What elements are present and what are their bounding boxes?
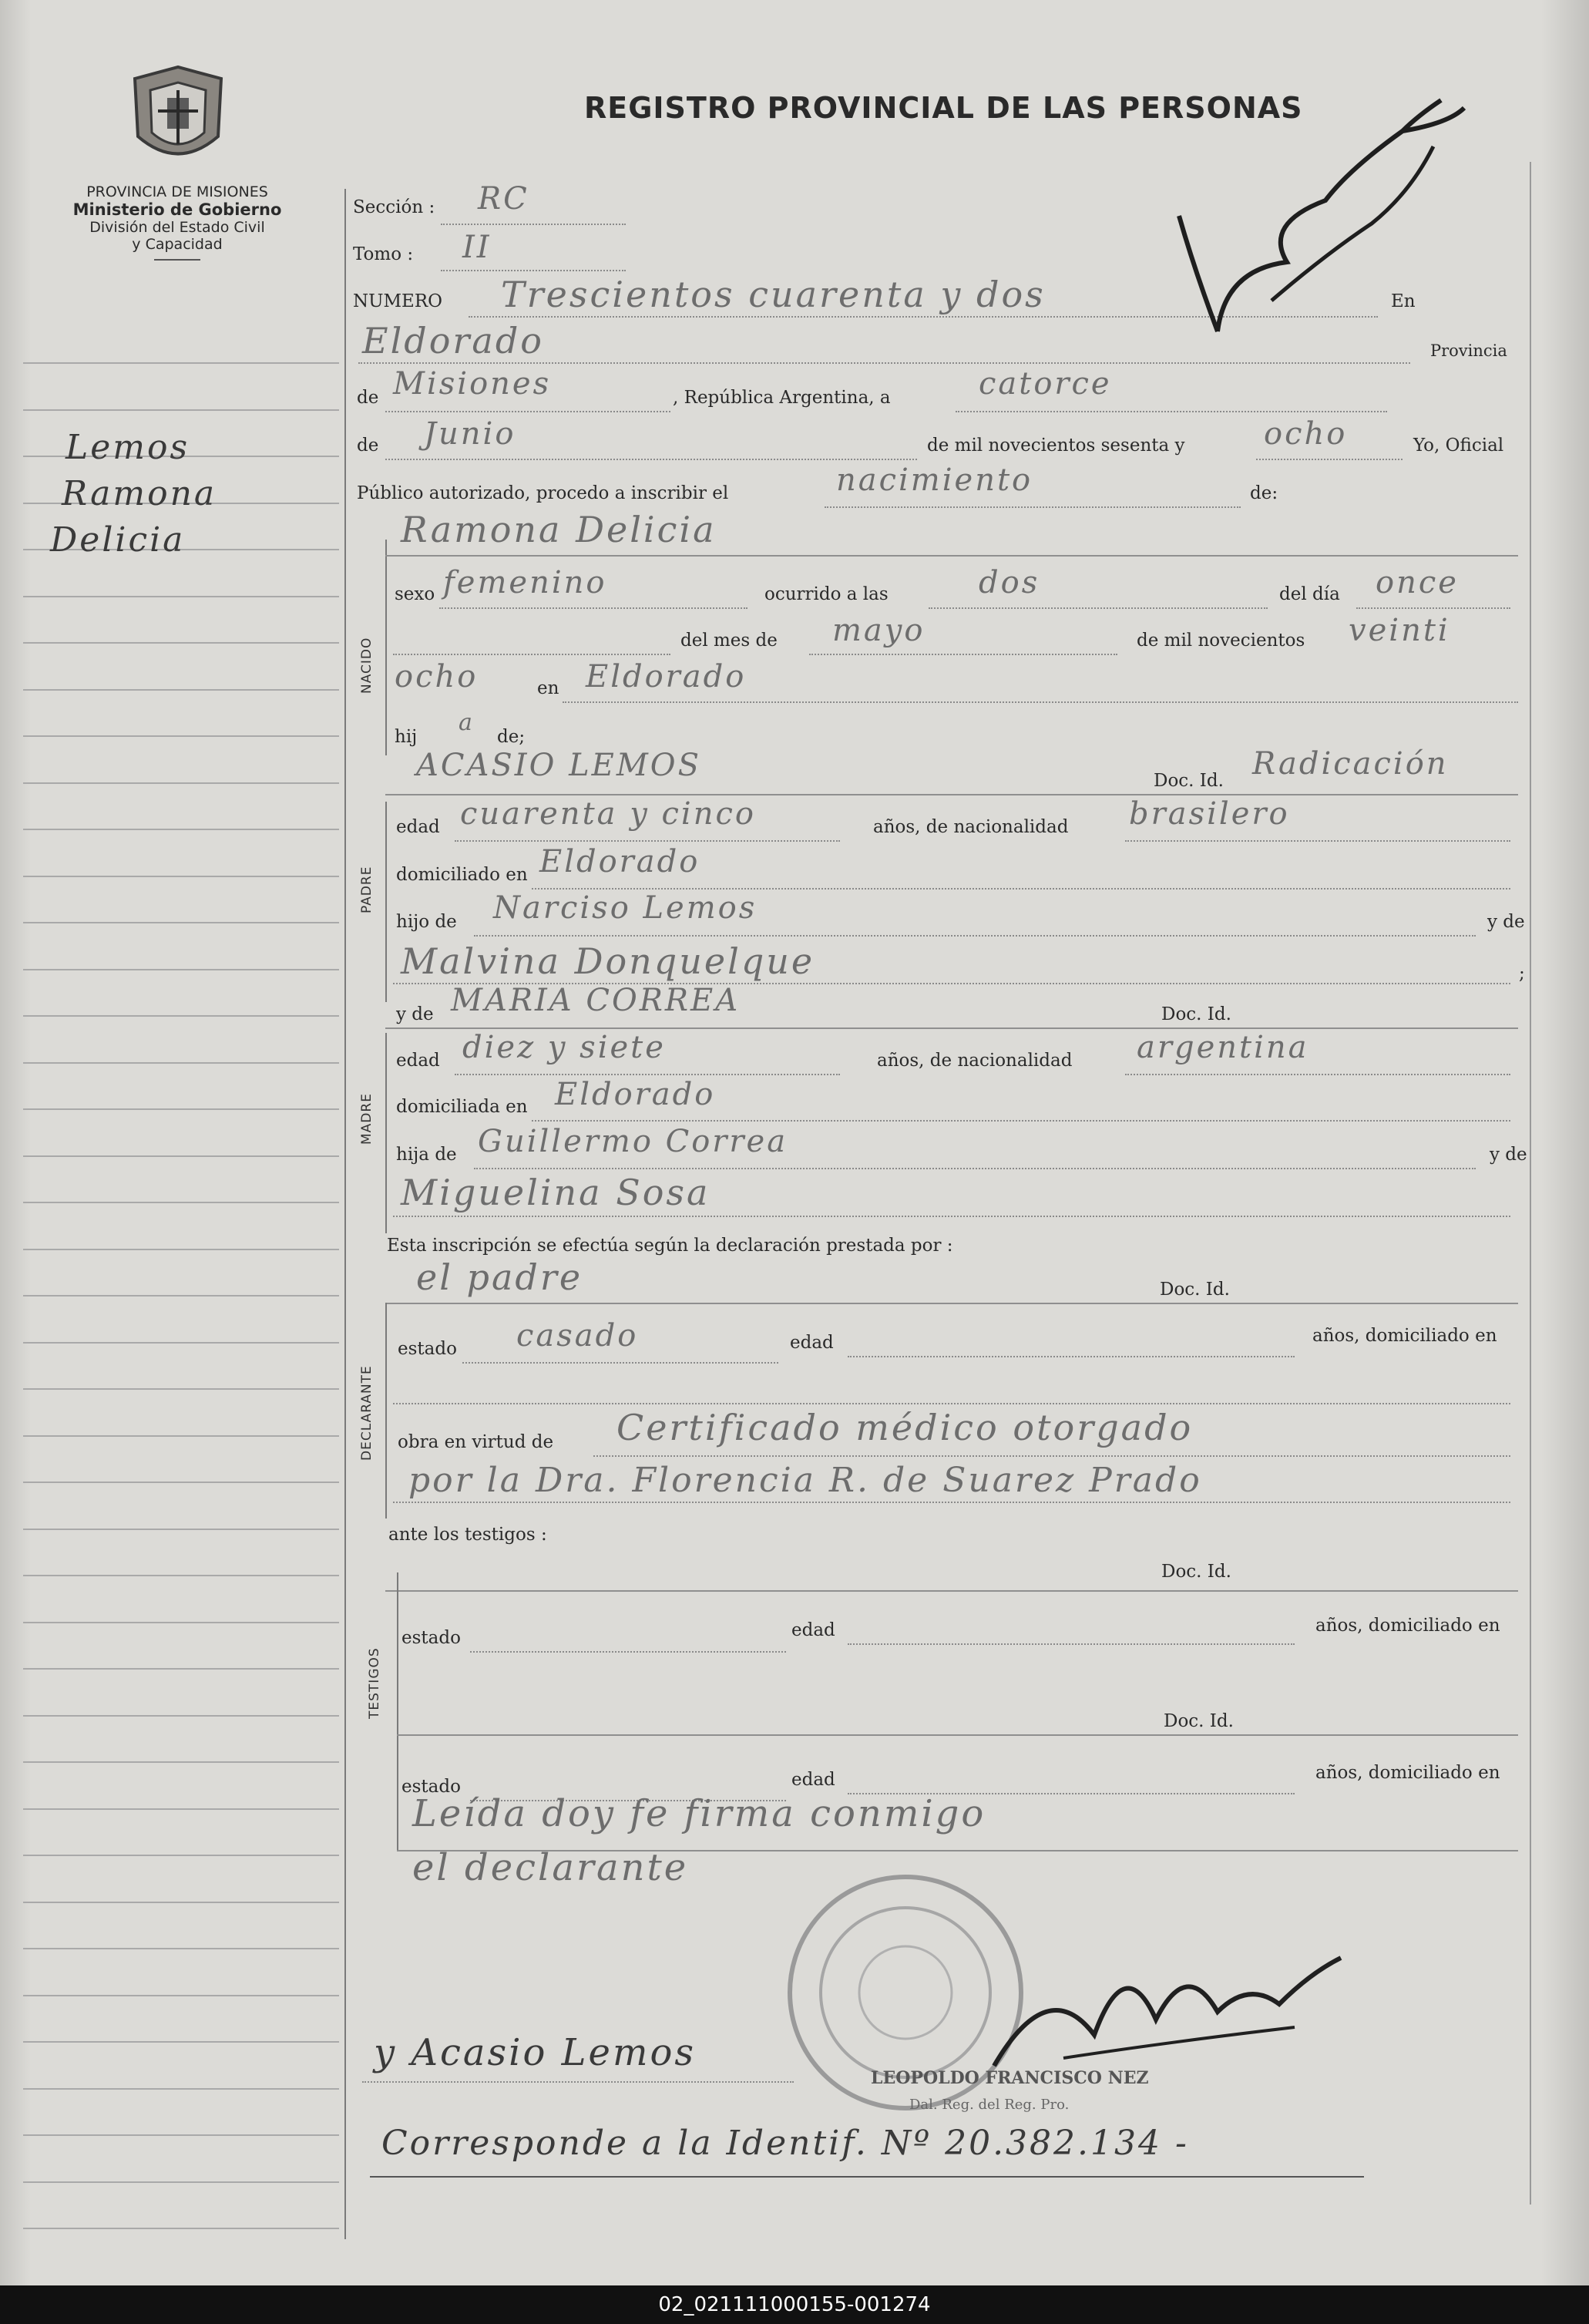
dia-value: once	[1376, 565, 1459, 600]
declarante-estado-label: estado	[398, 1339, 457, 1359]
nota-value-2: el declarante	[412, 1846, 689, 1889]
margin-rule	[23, 1202, 339, 1203]
margin-rule	[23, 1715, 339, 1717]
margin-rule	[23, 1902, 339, 1903]
en-lc-label: en	[537, 678, 559, 698]
testigo2-estado-label: estado	[401, 1777, 461, 1797]
handwritten-signature	[1171, 69, 1480, 347]
issuer-block	[46, 183, 308, 261]
testigo1-doc-label: Doc. Id.	[1161, 1562, 1231, 1582]
testigo2-dom-label: años, domiciliado en	[1315, 1763, 1500, 1783]
madre-y-de-label: y de	[396, 1004, 434, 1024]
de-label: de	[357, 388, 379, 408]
obra-value-2: por la Dra. Florencia R. de Suarez Prado	[408, 1461, 1202, 1500]
file-id-label: 02_021111000155-001274	[658, 2293, 931, 2316]
declarante-dom-label: años, domiciliado en	[1312, 1326, 1497, 1346]
margin-rule	[23, 642, 339, 644]
margin-rule	[23, 1015, 339, 1017]
del-dia-label: del día	[1279, 584, 1340, 604]
margin-rule	[23, 922, 339, 923]
provincia-value: Misiones	[393, 366, 552, 402]
declarante-edad-label: edad	[790, 1333, 834, 1353]
declarante-estado-value: casado	[516, 1318, 639, 1354]
madre-madre-value: Miguelina Sosa	[401, 1172, 711, 1213]
semicolon-label: ;	[1519, 964, 1525, 984]
margin-rule	[23, 1108, 339, 1110]
obra-value-1: Certificado médico otorgado	[616, 1407, 1194, 1448]
de-colon-label: de:	[1250, 483, 1278, 503]
margin-first-name: Ramona	[62, 474, 217, 513]
margin-rule	[23, 1995, 339, 1996]
padre-value: ACASIO LEMOS	[416, 748, 702, 783]
testigo1-edad-label: edad	[791, 1620, 835, 1640]
margin-rule	[23, 1435, 339, 1437]
del-mes-label: del mes de	[680, 631, 778, 651]
margin-rule	[23, 1622, 339, 1623]
declarante-signature: y Acasio Lemos	[374, 2031, 697, 2074]
lugar-nac-value: Eldorado	[586, 659, 747, 695]
inscripcion-label: Esta inscripción se efectúa según la declaración prestada por :	[387, 1236, 953, 1256]
division-label: División del Estado Civil	[89, 219, 265, 236]
declarante-value: el padre	[416, 1256, 583, 1298]
margin-rule	[23, 1575, 339, 1576]
margin-rule	[23, 2134, 339, 2136]
madre-dom-label: domiciliada en	[396, 1097, 528, 1117]
tomo-value: II	[462, 230, 492, 265]
padre-hijo-label: hijo de	[396, 912, 457, 932]
sexo-value: femenino	[443, 565, 607, 600]
seccion-label: Sección :	[353, 197, 435, 217]
padre-doc-label: Doc. Id.	[1154, 771, 1224, 791]
nota-value-1: Leída doy fe firma conmigo	[412, 1792, 986, 1835]
margin-surname: Lemos	[66, 428, 190, 467]
publico-label: Público autorizado, procedo a inscribir el	[357, 483, 729, 503]
margin-rule	[23, 2041, 339, 2043]
sexo-label: sexo	[395, 584, 435, 604]
margin-rule	[23, 2181, 339, 2183]
margin-rule	[23, 1482, 339, 1483]
madre-hija-label: hija de	[396, 1145, 457, 1165]
margin-rule	[23, 1295, 339, 1297]
hij-label: hij	[395, 727, 418, 747]
section-testigos-label: TESTIGOS	[367, 1647, 382, 1719]
province-label: PROVINCIA DE MISIONES	[86, 183, 268, 200]
madre-edad-value: diez y siete	[462, 1030, 666, 1065]
de-mil-nov-label: de mil novecientos	[1137, 631, 1305, 651]
margin-rule	[23, 969, 339, 970]
nombre-value: Ramona Delicia	[401, 509, 717, 550]
section-padre-label: PADRE	[359, 866, 375, 913]
file-id-bar	[0, 2285, 1589, 2324]
margin-rule	[23, 596, 339, 597]
republica-label: , República Argentina, a	[673, 388, 891, 408]
padre-doc-value: Radicación	[1252, 746, 1449, 782]
margin-rule	[23, 2228, 339, 2229]
madre-doc-label: Doc. Id.	[1161, 1004, 1231, 1024]
de-label-2: de	[357, 436, 379, 456]
margin-rule	[23, 409, 339, 411]
correspondencia-note: Corresponde a la Identif. Nº 20.382.134 -	[381, 2124, 1189, 2163]
yo-oficial-label: Yo, Oficial	[1413, 436, 1504, 456]
ocurrido-label: ocurrido a las	[764, 584, 889, 604]
margin-rule	[23, 829, 339, 830]
ano-nac-value: veinti	[1349, 613, 1450, 648]
margin-rule	[23, 1342, 339, 1344]
hora-value: dos	[979, 565, 1040, 600]
ano-value: ocho	[1264, 416, 1348, 452]
margin-rule	[23, 1668, 339, 1670]
margin-rule	[23, 782, 339, 784]
lugar-value: Eldorado	[362, 320, 544, 362]
declarante-doc-label: Doc. Id.	[1160, 1280, 1230, 1300]
section-madre-label: MADRE	[359, 1093, 375, 1145]
margin-rule	[23, 1948, 339, 1949]
margin-rule	[23, 735, 339, 737]
en-label: En	[1391, 291, 1416, 311]
mes-nac-value: mayo	[832, 613, 926, 648]
madre-y-de-label-2: y de	[1490, 1145, 1527, 1165]
testigo1-estado-label: estado	[401, 1628, 461, 1648]
madre-value: MARIA CORREA	[451, 983, 741, 1018]
margin-rule	[23, 1155, 339, 1157]
de-semi-label: de;	[497, 727, 526, 747]
testigo2-doc-label: Doc. Id.	[1164, 1711, 1234, 1731]
madre-nac-value: argentina	[1137, 1030, 1309, 1065]
section-declarante-label: DECLARANTE	[359, 1365, 375, 1461]
numero-value: Trescientos cuarenta y dos	[501, 274, 1046, 315]
coat-of-arms-icon	[127, 63, 229, 171]
margin-rule	[23, 1761, 339, 1763]
margin-rule	[23, 1388, 339, 1390]
padre-y-de-label: y de	[1487, 912, 1525, 932]
hij-value: a	[459, 709, 475, 736]
tomo-label: Tomo :	[353, 244, 414, 264]
margin-rule	[23, 1808, 339, 1810]
provincia-label: Provincia	[1430, 341, 1507, 360]
padre-dom-value: Eldorado	[539, 844, 700, 879]
numero-label: NUMERO	[353, 291, 443, 311]
padre-nac-label: años, de nacionalidad	[873, 817, 1069, 837]
margin-rule	[23, 689, 339, 691]
padre-edad-label: edad	[396, 817, 440, 837]
seccion-value: RC	[478, 181, 529, 217]
margin-second-name: Delicia	[50, 520, 186, 560]
division-label-2: y Capacidad	[132, 236, 223, 253]
acto-value: nacimiento	[836, 462, 1033, 498]
mes-value: Junio	[424, 416, 516, 452]
padre-nac-value: brasilero	[1129, 796, 1290, 832]
dia-letras-value: catorce	[979, 366, 1112, 402]
testigos-label: ante los testigos :	[388, 1525, 547, 1545]
padre-edad-value: cuarenta y cinco	[460, 796, 756, 832]
official-name: LEOPOLDO FRANCISCO NEZ	[871, 2068, 1149, 2088]
padre-dom-label: domiciliado en	[396, 865, 528, 885]
de-mil-label: de mil novecientos sesenta y	[927, 436, 1185, 456]
madre-padre-value: Guillermo Correa	[478, 1124, 788, 1159]
madre-edad-label: edad	[396, 1051, 440, 1071]
testigo2-edad-label: edad	[791, 1770, 835, 1790]
margin-rule	[23, 2088, 339, 2090]
madre-dom-value: Eldorado	[555, 1077, 716, 1112]
margin-rule	[23, 1855, 339, 1856]
document-title: REGISTRO PROVINCIAL DE LAS PERSONAS	[584, 91, 1303, 125]
ano-nac-value-2: ocho	[395, 659, 479, 695]
margin-rule	[23, 1249, 339, 1250]
margin-rule	[23, 1529, 339, 1530]
section-nacido-label: NACIDO	[359, 637, 375, 694]
padre-padre-value: Narciso Lemos	[493, 890, 758, 926]
padre-madre-value: Malvina Donquelque	[401, 940, 815, 982]
testigo1-dom-label: años, domiciliado en	[1315, 1616, 1500, 1636]
madre-nac-label: años, de nacionalidad	[877, 1051, 1073, 1071]
ministry-label: Ministerio de Gobierno	[72, 200, 282, 219]
margin-rule	[23, 876, 339, 877]
obra-label: obra en virtud de	[398, 1432, 554, 1452]
margin-rule	[23, 1062, 339, 1064]
margin-rule	[23, 362, 339, 364]
official-title: Dal. Reg. del Reg. Pro.	[909, 2097, 1070, 2113]
